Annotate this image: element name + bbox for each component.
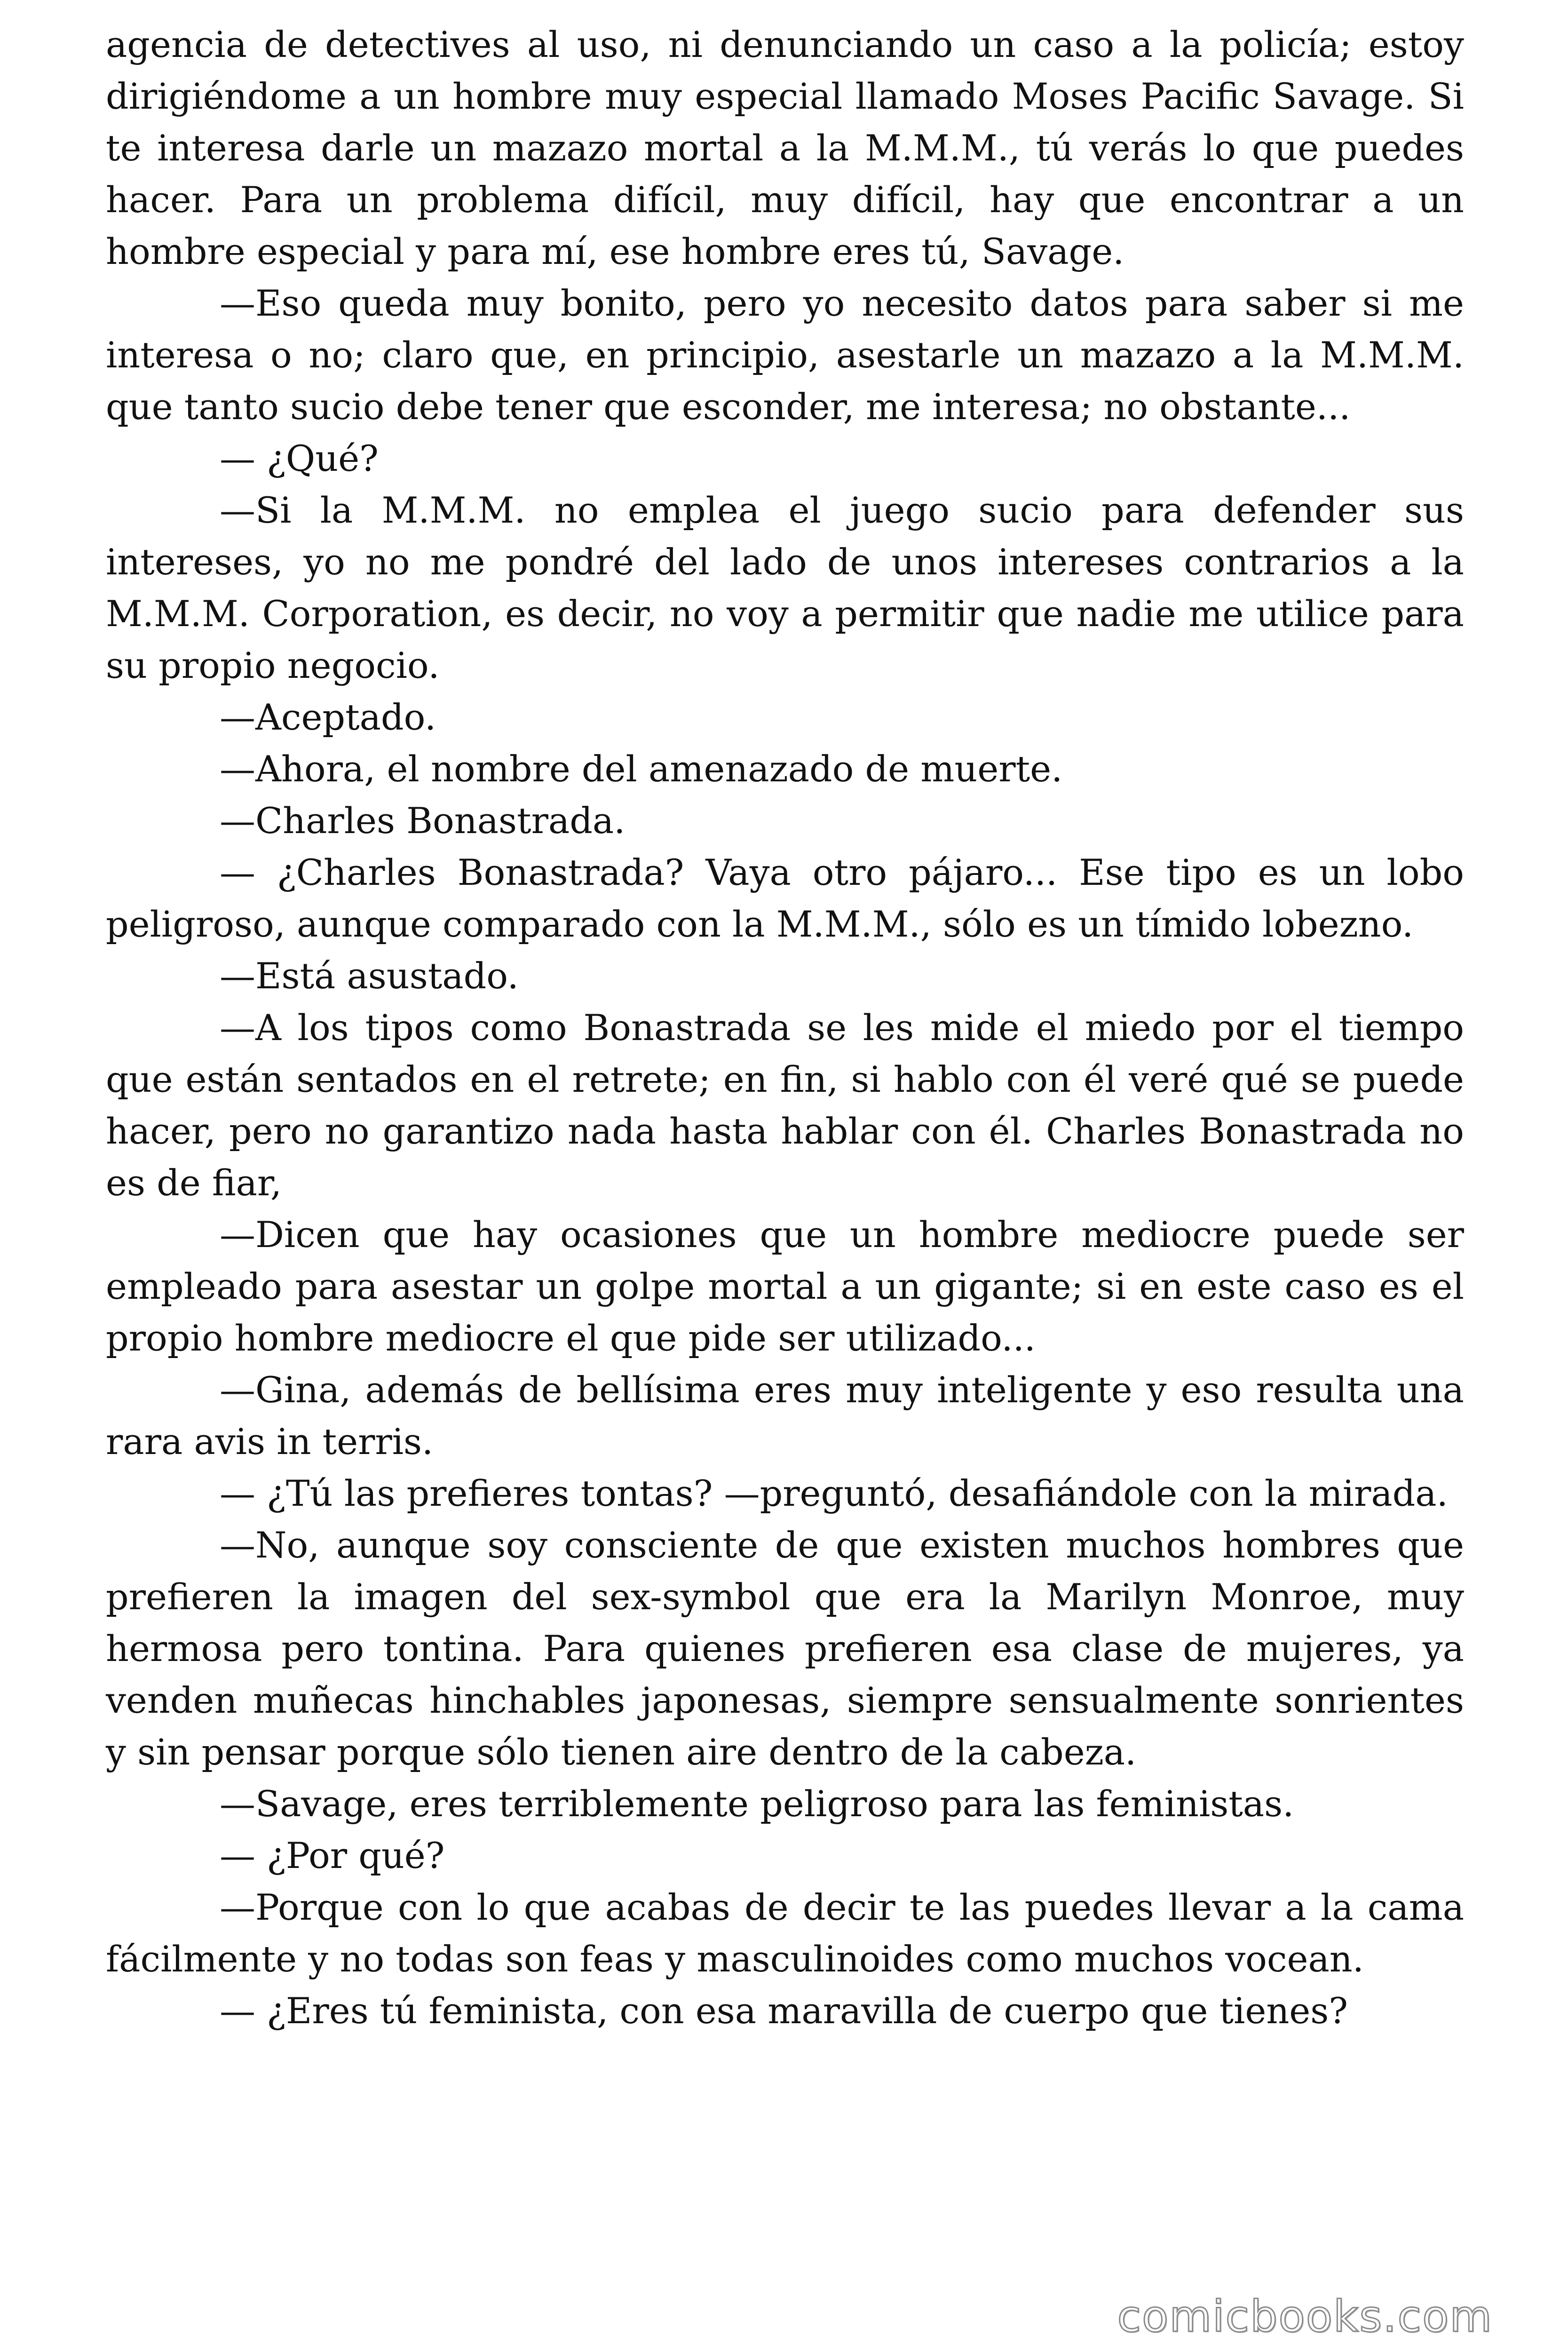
- dialogue-paragraph: —A los tipos como Bonastrada se les mide el miedo por el tiempo que están sentados en el retrete; en fin, si hablo con él veré qué se puede hacer, pero no garantizo nada hasta hablar con él. Charles Bonastrada no es de fiar,: [106, 1007, 1464, 1204]
- dialogue-paragraph: —Aceptado.: [220, 696, 436, 738]
- paragraph-continuation: agencia de detectives al uso, ni denunciando un caso a la policía; estoy dirigiéndome a un hombre muy especial llamado Moses Pacific Savage. Si te interesa darle un mazazo mortal a la M.M.M., tú verás lo que puedes hacer. Para un problema difícil, muy difícil, hay que encontrar a un hombre especial y para mí, ese hombre eres tú, Savage.: [106, 24, 1464, 272]
- dialogue-paragraph: —Savage, eres terriblemente peligroso para las feministas.: [220, 1783, 1294, 1825]
- dialogue-paragraph: —Porque con lo que acabas de decir te las puedes llevar a la cama fácilmente y no todas son feas y masculinoides como muchos vocean.: [106, 1886, 1464, 1980]
- dialogue-paragraph: —No, aunque soy consciente de que existen muchos hombres que prefieren la imagen del sex-symbol que era la Marilyn Monroe, muy hermosa pero tontina. Para quienes prefieren esa clase de mujeres, ya venden muñecas hinchables japonesas, siempre sensualmente sonrientes y sin pensar porque sólo tienen aire dentro de la cabeza.: [106, 1524, 1464, 1773]
- dialogue-paragraph: —Dicen que hay ocasiones que un hombre mediocre puede ser empleado para asestar un golpe mortal a un gigante; si en este caso es el propio hombre mediocre el que pide ser utilizado...: [106, 1214, 1464, 1359]
- dialogue-paragraph: —Charles Bonastrada.: [220, 800, 626, 842]
- dialogue-paragraph: —Eso queda muy bonito, pero yo necesito datos para saber si me interesa o no; claro que, en principio, asestarle un mazazo a la M.M.M. que tanto sucio debe tener que esconder, me interesa; no obstante...: [106, 282, 1464, 428]
- dialogue-paragraph: — ¿Qué?: [220, 437, 379, 479]
- watermark-logo: comicbooks.com: [1117, 2291, 1493, 2342]
- dialogue-paragraph: — ¿Tú las prefieres tontas? —preguntó, desafiándole con la mirada.: [220, 1472, 1448, 1514]
- dialogue-paragraph: — ¿Por qué?: [220, 1835, 445, 1876]
- dialogue-paragraph: —Está asustado.: [220, 955, 519, 997]
- dialogue-paragraph: — ¿Eres tú feminista, con esa maravilla de cuerpo que tienes?: [220, 1990, 1348, 2032]
- document-page: [106, 19, 1464, 2037]
- dialogue-paragraph: —Ahora, el nombre del amenazado de muerte.: [220, 748, 1063, 790]
- dialogue-paragraph: —Si la M.M.M. no emplea el juego sucio para defender sus intereses, yo no me pondré del lado de unos intereses contrarios a la M.M.M. Corporation, es decir, no voy a permitir que nadie me utilice para su propio negocio.: [106, 489, 1464, 686]
- dialogue-paragraph: — ¿Charles Bonastrada? Vaya otro pájaro... Ese tipo es un lobo peligroso, aunque comparado con la M.M.M., sólo es un tímido lobezno.: [106, 851, 1464, 945]
- dialogue-paragraph: —Gina, además de bellísima eres muy inteligente y eso resulta una rara avis in terris.: [106, 1369, 1464, 1462]
